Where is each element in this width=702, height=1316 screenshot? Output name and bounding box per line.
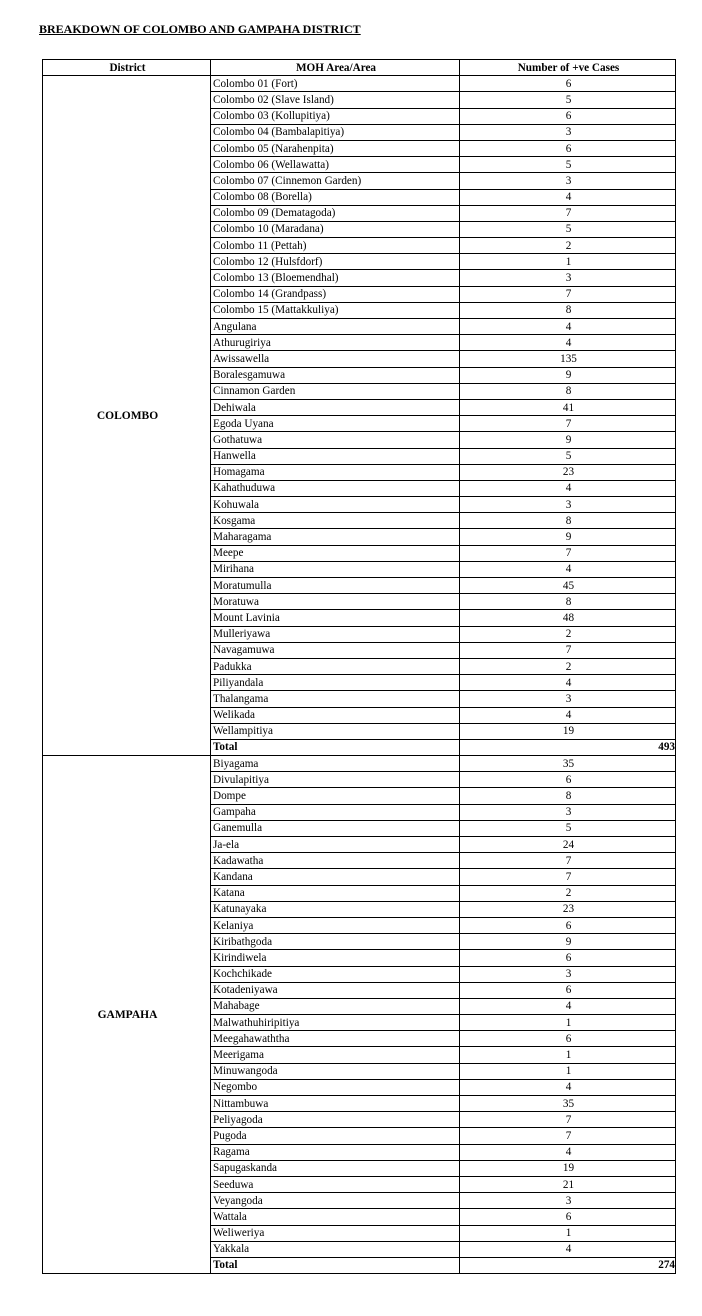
table-row [43,76,676,92]
moh-area-cell: Malwathuhiripitiya [211,1015,460,1031]
moh-area-cell: Nittambuwa [211,1096,460,1112]
cases-cell: 45 [460,578,676,594]
moh-area-cell: Katana [211,885,460,901]
cases-cell: 2 [460,238,676,254]
cases-cell: 4 [460,998,676,1014]
cases-cell: 1 [460,1015,676,1031]
moh-area-cell: Kotadeniyawa [211,982,460,998]
moh-area-cell: Homagama [211,464,460,480]
moh-area-cell: Thalangama [211,691,460,707]
moh-area-cell: Ragama [211,1144,460,1160]
total-value: 493 [460,739,676,755]
moh-area-cell: Colombo 02 (Slave Island) [211,92,460,108]
moh-area-cell: Colombo 03 (Kollupitiya) [211,108,460,124]
moh-area-cell: Colombo 05 (Narahenpita) [211,140,460,156]
moh-area-cell: Kirindiwela [211,950,460,966]
cases-cell: 7 [460,1128,676,1144]
moh-area-cell: Colombo 06 (Wellawatta) [211,157,460,173]
moh-area-cell: Weliweriya [211,1225,460,1241]
cases-cell: 4 [460,189,676,205]
cases-cell: 19 [460,723,676,739]
cases-cell: 8 [460,788,676,804]
moh-area-cell: Kelaniya [211,917,460,933]
cases-cell: 9 [460,367,676,383]
moh-area-cell: Meerigama [211,1047,460,1063]
moh-area-cell: Padukka [211,658,460,674]
moh-area-cell: Peliyagoda [211,1112,460,1128]
moh-area-cell: Kahathuduwa [211,480,460,496]
cases-cell: 48 [460,610,676,626]
cases-cell: 3 [460,691,676,707]
moh-area-cell: Awissawella [211,351,460,367]
cases-cell: 6 [460,76,676,92]
moh-area-cell: Mount Lavinia [211,610,460,626]
cases-cell: 3 [460,966,676,982]
cases-cell: 7 [460,642,676,658]
moh-area-cell: Seeduwa [211,1176,460,1192]
cases-cell: 35 [460,756,676,772]
cases-cell: 6 [460,1209,676,1225]
cases-cell: 3 [460,124,676,140]
moh-area-cell: Divulapitiya [211,772,460,788]
cases-cell: 135 [460,351,676,367]
moh-area-cell: Colombo 04 (Bambalapitiya) [211,124,460,140]
moh-area-cell: Colombo 13 (Bloemendhal) [211,270,460,286]
moh-area-cell: Mahabage [211,998,460,1014]
moh-area-cell: Mirihana [211,561,460,577]
cases-cell: 5 [460,820,676,836]
breakdown-table [42,59,676,1274]
cases-cell: 5 [460,448,676,464]
moh-area-cell: Maharagama [211,529,460,545]
cases-cell: 21 [460,1176,676,1192]
moh-area-cell: Cinnamon Garden [211,383,460,399]
cases-cell: 8 [460,302,676,318]
cases-cell: 7 [460,205,676,221]
moh-area-cell: Sapugaskanda [211,1160,460,1176]
cases-cell: 4 [460,1241,676,1257]
moh-area-cell: Ganemulla [211,820,460,836]
table-body [43,76,676,1274]
header-row [43,60,676,76]
cases-cell: 24 [460,837,676,853]
moh-area-cell: Meepe [211,545,460,561]
cases-cell: 7 [460,869,676,885]
moh-area-cell: Colombo 10 (Maradana) [211,221,460,237]
cases-cell: 2 [460,626,676,642]
cases-cell: 8 [460,594,676,610]
cases-cell: 1 [460,1225,676,1241]
moh-area-cell: Moratumulla [211,578,460,594]
cases-cell: 4 [460,335,676,351]
table-row [43,756,676,772]
cases-cell: 3 [460,1193,676,1209]
table-header [43,60,676,76]
cases-cell: 23 [460,464,676,480]
cases-cell: 2 [460,885,676,901]
cases-cell: 6 [460,772,676,788]
cases-cell: 3 [460,173,676,189]
cases-cell: 3 [460,497,676,513]
header-cases: Number of +ve Cases [460,60,676,76]
moh-area-cell: Wellampitiya [211,723,460,739]
moh-area-cell: Colombo 08 (Borella) [211,189,460,205]
cases-cell: 7 [460,545,676,561]
moh-area-cell: Negombo [211,1079,460,1095]
moh-area-cell: Kohuwala [211,497,460,513]
cases-cell: 1 [460,1047,676,1063]
cases-cell: 6 [460,140,676,156]
cases-cell: 4 [460,1079,676,1095]
moh-area-cell: Dehiwala [211,399,460,415]
moh-area-cell: Colombo 15 (Mattakkuliya) [211,302,460,318]
cases-cell: 7 [460,286,676,302]
moh-area-cell: Colombo 09 (Dematagoda) [211,205,460,221]
cases-cell: 4 [460,675,676,691]
moh-area-cell: Navagamuwa [211,642,460,658]
moh-area-cell: Egoda Uyana [211,416,460,432]
moh-area-cell: Mulleriyawa [211,626,460,642]
moh-area-cell: Minuwangoda [211,1063,460,1079]
cases-cell: 3 [460,804,676,820]
cases-cell: 35 [460,1096,676,1112]
moh-area-cell: Kiribathgoda [211,934,460,950]
cases-cell: 7 [460,853,676,869]
moh-area-cell: Katunayaka [211,901,460,917]
cases-cell: 6 [460,917,676,933]
cases-cell: 9 [460,934,676,950]
moh-area-cell: Wattala [211,1209,460,1225]
moh-area-cell: Piliyandala [211,675,460,691]
district-name-colombo: COLOMBO [43,76,211,756]
moh-area-cell: Meegahawaththa [211,1031,460,1047]
header-district: District [43,60,211,76]
cases-cell: 5 [460,221,676,237]
cases-cell: 9 [460,529,676,545]
cases-cell: 4 [460,561,676,577]
cases-cell: 6 [460,1031,676,1047]
total-value: 274 [460,1257,676,1273]
moh-area-cell: Kochchikade [211,966,460,982]
document-title: BREAKDOWN OF COLOMBO AND GAMPAHA DISTRICT [39,22,361,36]
moh-area-cell: Angulana [211,319,460,335]
cases-cell: 4 [460,707,676,723]
cases-cell: 7 [460,416,676,432]
moh-area-cell: Ja-ela [211,837,460,853]
moh-area-cell: Moratuwa [211,594,460,610]
cases-cell: 8 [460,513,676,529]
moh-area-cell: Hanwella [211,448,460,464]
moh-area-cell: Colombo 12 (Hulsfdorf) [211,254,460,270]
cases-cell: 9 [460,432,676,448]
cases-cell: 8 [460,383,676,399]
cases-cell: 23 [460,901,676,917]
total-label: Total [211,1257,460,1273]
moh-area-cell: Colombo 14 (Grandpass) [211,286,460,302]
moh-area-cell: Veyangoda [211,1193,460,1209]
district-name-gampaha: GAMPAHA [43,756,211,1274]
cases-cell: 4 [460,1144,676,1160]
cases-cell: 6 [460,950,676,966]
cases-cell: 1 [460,1063,676,1079]
moh-area-cell: Biyagama [211,756,460,772]
moh-area-cell: Athurugiriya [211,335,460,351]
cases-cell: 6 [460,982,676,998]
moh-area-cell: Boralesgamuwa [211,367,460,383]
header-moh-area: MOH Area/Area [211,60,460,76]
cases-cell: 19 [460,1160,676,1176]
moh-area-cell: Colombo 07 (Cinnemon Garden) [211,173,460,189]
cases-cell: 1 [460,254,676,270]
cases-cell: 41 [460,399,676,415]
cases-cell: 4 [460,319,676,335]
moh-area-cell: Pugoda [211,1128,460,1144]
cases-cell: 2 [460,658,676,674]
cases-cell: 4 [460,480,676,496]
moh-area-cell: Kosgama [211,513,460,529]
total-label: Total [211,739,460,755]
cases-cell: 6 [460,108,676,124]
moh-area-cell: Colombo 01 (Fort) [211,76,460,92]
moh-area-cell: Kadawatha [211,853,460,869]
cases-cell: 3 [460,270,676,286]
cases-cell: 5 [460,157,676,173]
moh-area-cell: Welikada [211,707,460,723]
moh-area-cell: Yakkala [211,1241,460,1257]
cases-cell: 7 [460,1112,676,1128]
moh-area-cell: Dompe [211,788,460,804]
cases-cell: 5 [460,92,676,108]
moh-area-cell: Gothatuwa [211,432,460,448]
moh-area-cell: Colombo 11 (Pettah) [211,238,460,254]
moh-area-cell: Kandana [211,869,460,885]
moh-area-cell: Gampaha [211,804,460,820]
